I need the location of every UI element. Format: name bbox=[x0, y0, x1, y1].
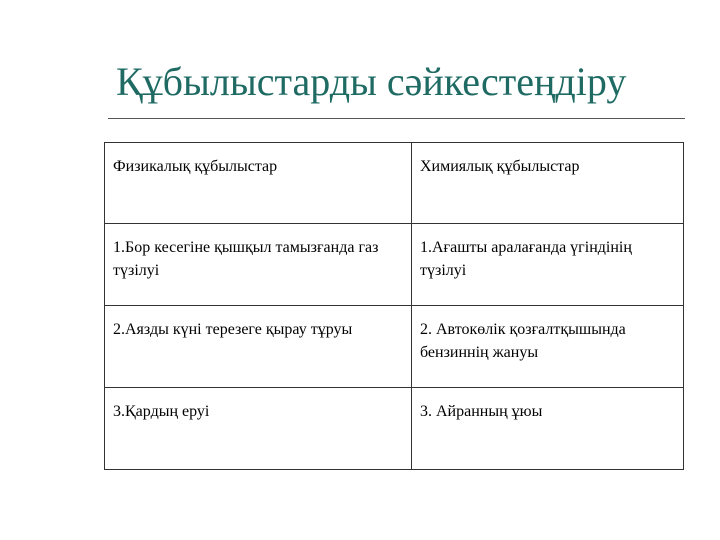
table-row bbox=[105, 388, 684, 470]
table-cell-chemical: 3. Айранның ұюы bbox=[412, 388, 684, 470]
table-cell-physical: 2.Аязды күні терезеге қырау тұруы bbox=[105, 306, 412, 388]
header-chemical: Химиялық құбылыстар bbox=[412, 143, 684, 224]
table-row bbox=[105, 306, 684, 388]
comparison-table bbox=[104, 142, 684, 470]
header-physical: Физикалық құбылыстар bbox=[105, 143, 412, 224]
title-divider bbox=[108, 118, 685, 119]
table-row bbox=[105, 224, 684, 306]
table-cell-physical: 1.Бор кесегіне қышқыл тамызғанда газ түзілуі bbox=[105, 224, 412, 306]
slide-title: Құбылыстарды сәйкестеңдіру bbox=[116, 59, 627, 104]
table-cell-chemical: 1.Ағашты аралағанда үгіндінің түзілуі bbox=[412, 224, 684, 306]
table-cell-chemical: 2. Автокөлік қозғалтқышында бензиннің жануы bbox=[412, 306, 684, 388]
table-header-row bbox=[105, 143, 684, 224]
table-cell-physical: 3.Қардың еруі bbox=[105, 388, 412, 470]
